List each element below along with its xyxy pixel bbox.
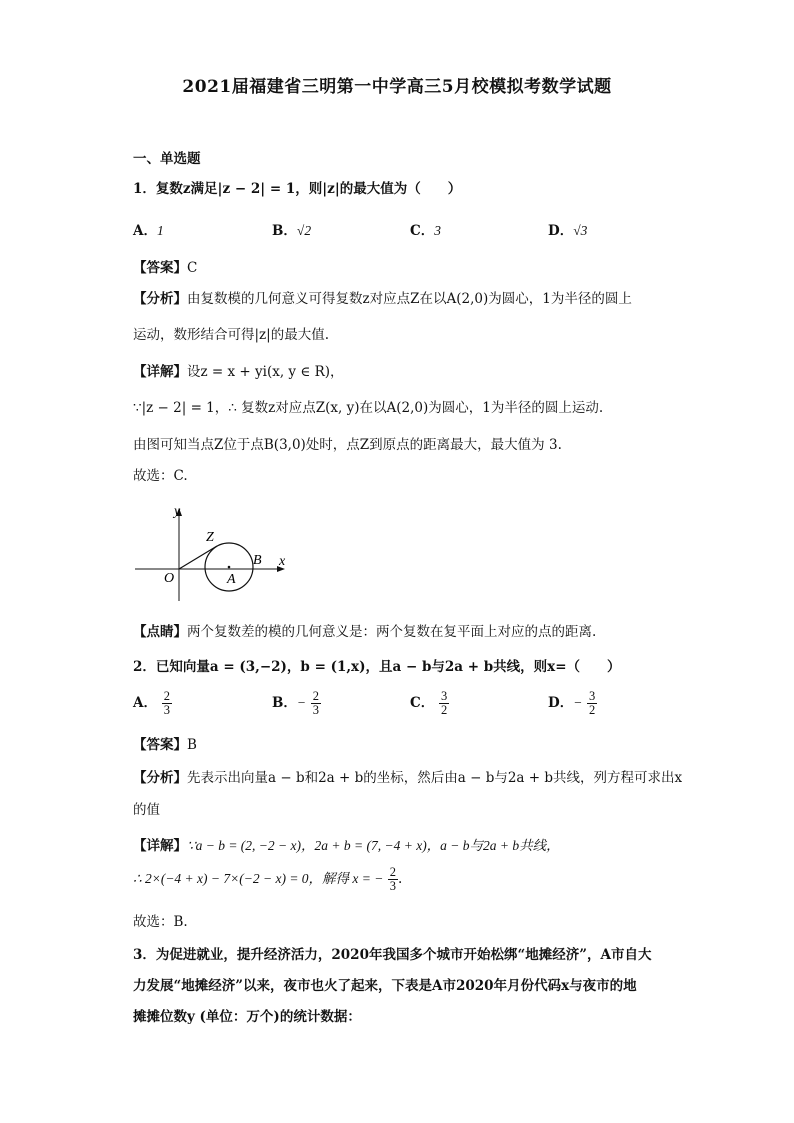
q3-line-3: 摊摊位数y (单位：万个)的统计数据： [133,1009,361,1025]
label-o: O [164,571,175,586]
q1-analysis-line-2: 运动，数形结合可得|z|的最大值. [133,327,330,343]
option-label: A． [133,223,157,239]
q2-option-d [548,690,597,717]
segment-oz [179,546,217,569]
fraction-denominator: 3 [163,703,170,717]
q2-option-a [133,690,172,717]
q1-detail-line-2: ∵|z − 2| = 1，∴ 复数z对应点Z(x, y)在以A(2,0)为圆心，1为半径的圆上运动. [133,400,604,416]
fraction-numerator: 3 [589,689,596,703]
option-value: 3 [434,223,441,238]
option-value: 1 [156,223,164,238]
q2-answer-line [133,733,197,753]
option-label: C． [410,223,435,239]
q1-analysis-line-1 [133,287,632,307]
center-point [228,566,231,569]
label-b: B [253,553,262,568]
label-y: y [174,504,181,519]
q2-detail-line-1 [133,834,560,854]
section-heading: 一、单选题 [133,151,201,167]
answer-value: C [187,260,198,276]
label-z: Z [206,530,214,545]
q1-choice: 故选：C. [133,468,188,484]
complex-plane-figure [133,503,303,603]
analysis-text: 先表示出向量a − b和2a + b的坐标，然后由a − b与2a + b共线，列方程可求出x [187,770,683,786]
fraction-denominator: 3 [312,703,319,717]
q1-option-d [548,219,587,239]
detail-tag: 【详解】 [133,838,187,854]
q2-detail-line-2 [133,866,402,893]
detail-fraction [388,866,398,893]
fraction-numerator: 3 [440,689,448,703]
detail-text: 设z = x + yi(x, y ∈ R)， [187,364,344,380]
option-label: B． [272,695,297,711]
q1-option-b [272,219,311,239]
option-sign: − [296,695,307,710]
label-a: A [227,572,236,587]
fraction-denominator: 2 [440,703,448,717]
option-value: √2 [296,223,312,238]
q1-detail-line-3: 由图可知当点Z位于点B(3,0)处时，点Z到原点的距离最大，最大值为 3. [133,437,562,453]
q1-stem: 1．复数z满足|z − 2| = 1，则|z|的最大值为（ ） [133,181,462,197]
detail-text: ∵a − b = (2, −2 − x)，2a + b = (7, −4 + x)，a − b与2a + b共线， [187,838,560,853]
option-label: D． [548,223,574,239]
detail-period: . [397,871,403,887]
comment-tag: 【点睛】 [133,624,187,640]
q3-line-2: 力发展“地摊经济”以来，夜市也火了起来，下表是A市2020年月份代码x与夜市的地 [133,978,637,994]
detail-equation: ∴ 2×(−4 + x) − 7×(−2 − x) = 0，解得 x = − [133,871,384,886]
fraction-numerator: 2 [389,865,396,879]
fraction-numerator: 2 [163,689,170,703]
q3-line-1: 3．为促进就业，提升经济活力，2020年我国多个城市开始松绑“地摊经济”，A市自大 [133,947,652,963]
answer-tag: 【答案】 [133,737,187,753]
label-x: x [279,554,286,569]
option-fraction [162,690,172,717]
page-title: 2021届福建省三明第一中学高三5月校模拟考数学试题 [182,77,612,97]
option-fraction [311,690,321,717]
option-fraction [587,690,597,717]
answer-tag: 【答案】 [133,260,187,276]
q1-detail-line-1 [133,360,344,380]
q1-option-a [133,219,164,239]
q2-choice: 故选：B. [133,914,188,930]
detail-tag: 【详解】 [133,364,187,380]
q1-comment-line [133,620,596,640]
q2-stem: 2．已知向量a = (3,−2)，b = (1,x)，且a − b与2a + b共线，则x=（ ） [133,659,621,675]
option-value: √3 [573,223,588,238]
analysis-text: 由复数模的几何意义可得复数z对应点Z在以A(2,0)为圆心，1为半径的圆上 [187,291,632,307]
option-fraction [439,690,449,717]
option-label: A． [133,695,157,711]
option-label: C． [410,695,435,711]
analysis-tag: 【分析】 [133,770,187,786]
q1-option-c [410,219,441,239]
comment-text: 两个复数差的模的几何意义是：两个复数在复平面上对应的点的距离. [187,624,597,640]
fraction-numerator: 2 [312,689,319,703]
answer-value: B [187,737,197,753]
option-sign: − [573,695,583,710]
q2-option-c [410,690,449,717]
analysis-tag: 【分析】 [133,291,187,307]
fraction-denominator: 3 [389,879,396,893]
option-label: D． [548,695,574,711]
q2-option-b [272,690,321,717]
fraction-denominator: 2 [589,703,596,717]
q1-answer-line [133,256,197,276]
q2-analysis-line-2: 的值 [133,802,160,818]
q2-analysis-line-1 [133,766,682,786]
option-label: B． [272,223,297,239]
